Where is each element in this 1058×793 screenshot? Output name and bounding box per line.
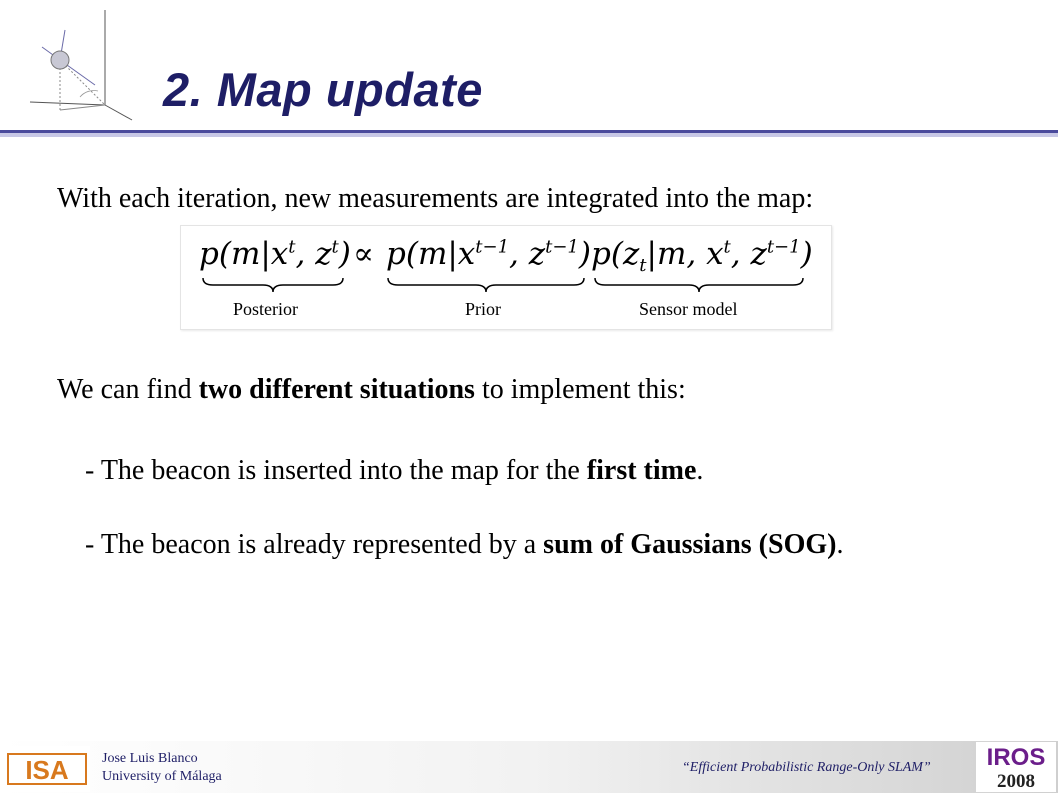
bullet-2-suffix: . [836,529,844,560]
sensor-model-label: Sensor model [639,299,738,319]
bullet-2-emphasis: sum of Gaussians (SOG) [543,529,837,560]
bullet-1-suffix: . [696,455,704,486]
equation-sensor-term: $p(z_t|m$, $x^t$, $z^{t-1}$) [591,236,813,277]
equation-posterior-term: $p(m|x^t$, $z^t$) [199,236,351,272]
slide-title: 2. Map update [163,63,483,116]
posterior-brace-icon [201,276,346,294]
title-divider-shadow [0,133,1058,137]
bullet-first-time [85,455,703,487]
intro-text: With each iteration, new measurements are integrated into the map: [57,183,814,214]
bullet-1-emphasis: first time [586,455,697,486]
author-affiliation: University of Málaga [102,769,222,784]
sensor-brace-icon [593,276,805,294]
svg-text:IROS: IROS [986,744,1046,771]
equation-prior-term: $p(m|x^{t-1}$, $z^{t-1}$) [386,236,591,272]
situations-text [57,374,686,406]
bullet-sog [85,529,843,561]
bullet-1-prefix: - The beacon is inserted into the map for the [85,455,587,486]
author-name: Jose Luis Blanco [102,751,198,766]
prior-label: Prior [465,299,501,319]
svg-text:ISA: ISA [25,755,69,785]
talk-title: “Efficient Probabilistic Range-Only SLAM” [682,760,931,775]
posterior-label: Posterior [233,299,298,319]
svg-text:2008: 2008 [997,771,1035,792]
isa-logo [4,746,90,792]
prior-brace-icon [386,276,586,294]
situations-emphasis: two different situations [198,374,475,405]
proportional-symbol: ∝ [353,236,374,272]
iros-2008-logo [976,742,1056,792]
author-block [102,750,222,786]
situations-prefix: We can find [57,374,199,405]
situations-suffix: to implement this: [474,374,686,405]
equation-figure [180,225,832,330]
coordinate-axes-logo [20,5,150,130]
bullet-2-prefix: - The beacon is already represented by a [85,529,544,560]
